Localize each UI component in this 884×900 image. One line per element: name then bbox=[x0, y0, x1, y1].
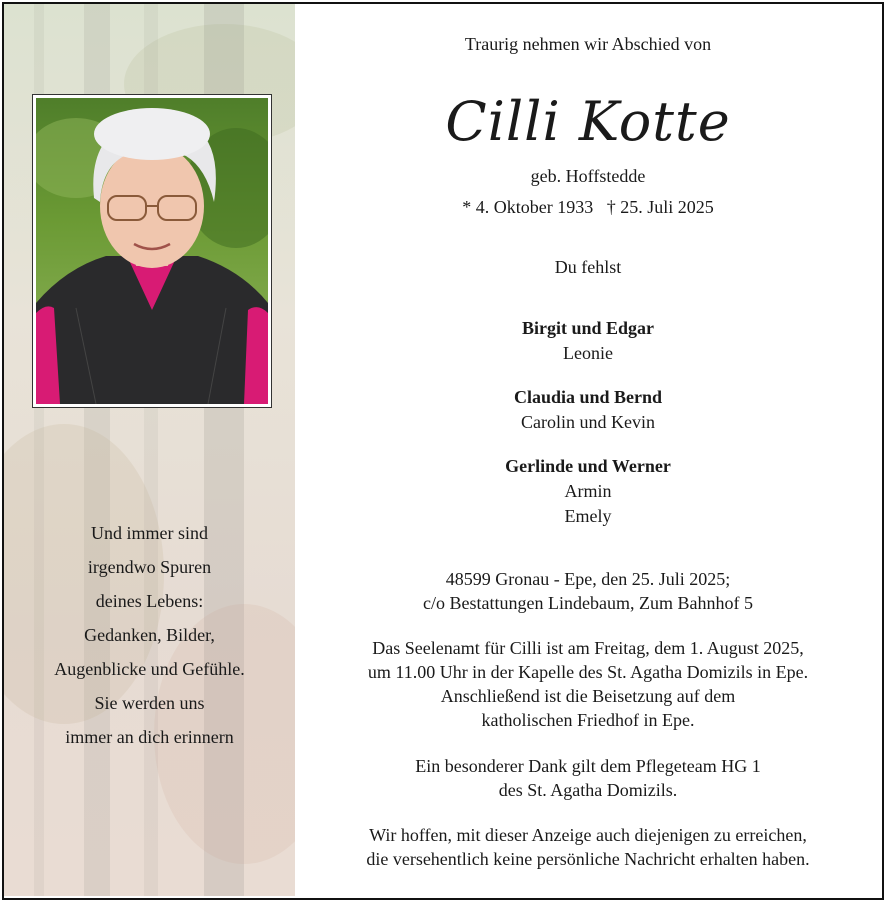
thanks-line: des St. Agatha Domizils. bbox=[498, 780, 678, 800]
poem-line: immer an dich erinnern bbox=[65, 727, 234, 747]
poem-line: Augenblicke und Gefühle. bbox=[54, 659, 245, 679]
poem-line: deines Lebens: bbox=[95, 591, 204, 611]
service-line: Anschließend ist die Beisetzung auf dem bbox=[440, 686, 736, 706]
family-member: Armin bbox=[564, 481, 612, 501]
portrait-photo bbox=[36, 98, 268, 404]
deceased-name: Cilli Kotte bbox=[445, 90, 731, 153]
family-head: Birgit und Edgar bbox=[521, 318, 655, 338]
intro-text: Traurig nehmen wir Abschied von bbox=[464, 34, 712, 54]
portrait-frame bbox=[32, 94, 272, 408]
service-line: Das Seelenamt für Cilli ist am Freitag, dem 1. August 2025, bbox=[372, 638, 804, 658]
family-member: Emely bbox=[564, 506, 612, 526]
family-head: Gerlinde und Werner bbox=[505, 456, 671, 476]
poem-line: Sie werden uns bbox=[94, 693, 205, 713]
service-line: um 11.00 Uhr in der Kapelle des St. Agatha Domizils in Epe. bbox=[367, 662, 809, 682]
family-group bbox=[296, 385, 880, 435]
closing-line: die versehentlich keine persönliche Nachricht erhalten haben. bbox=[366, 849, 810, 869]
family-group bbox=[296, 316, 880, 366]
service-line: katholischen Friedhof in Epe. bbox=[481, 710, 695, 730]
address-line: 48599 Gronau - Epe, den 25. Juli 2025; bbox=[445, 569, 731, 589]
poem bbox=[4, 516, 295, 754]
poem-line: Und immer sind bbox=[91, 523, 208, 543]
family-member: Carolin und Kevin bbox=[521, 412, 655, 432]
poem-line: Gedanken, Bilder, bbox=[84, 625, 215, 645]
closing-line: Wir hoffen, mit dieser Anzeige auch diejenigen zu erreichen, bbox=[369, 825, 807, 845]
poem-line: irgendwo Spuren bbox=[87, 557, 212, 577]
service-info bbox=[296, 636, 880, 732]
motto: Du fehlst bbox=[554, 257, 622, 277]
birth-date: * 4. Oktober 1933 bbox=[462, 197, 594, 217]
address-line: c/o Bestattungen Lindebaum, Zum Bahnhof 5 bbox=[423, 593, 753, 613]
family-group bbox=[296, 454, 880, 529]
thanks-block bbox=[296, 754, 880, 802]
address-block bbox=[296, 567, 880, 615]
closing-block bbox=[296, 823, 880, 871]
family-head: Claudia und Bernd bbox=[513, 387, 663, 407]
family-member: Leonie bbox=[563, 343, 613, 363]
thanks-line: Ein besonderer Dank gilt dem Pflegeteam HG 1 bbox=[415, 756, 761, 776]
life-dates bbox=[296, 197, 880, 218]
birth-name: geb. Hoffstedde bbox=[530, 166, 646, 186]
death-date: † 25. Juli 2025 bbox=[606, 197, 714, 217]
